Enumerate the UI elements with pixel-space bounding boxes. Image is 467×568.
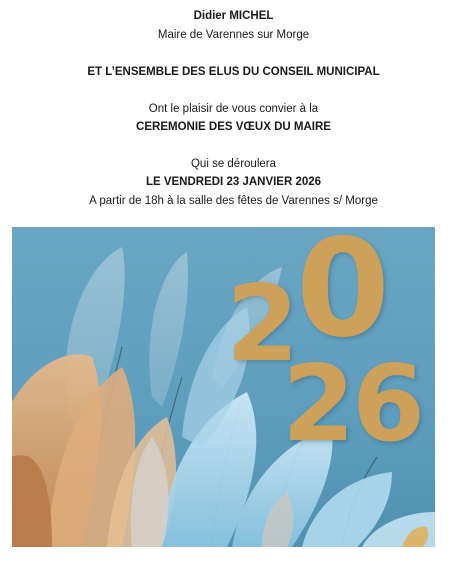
decorative-illustration: [12, 227, 435, 547]
year-digit-2-top: 2: [226, 263, 300, 385]
year-digit-2-bottom: 2: [282, 343, 356, 465]
time-and-place: A partir de 18h à la salle des fêtes de Varennes s/ Morge: [89, 195, 378, 207]
host-name: Didier MICHEL: [193, 10, 274, 22]
event-name: CEREMONIE DES VŒUX DU MAIRE: [136, 121, 331, 133]
host-title: Maire de Varennes sur Morge: [157, 29, 310, 41]
year-digit-0-top: 0: [296, 210, 390, 367]
year-digit-6-bottom: 6: [352, 343, 426, 465]
invite-phrase: Ont le plaisir de vous convier à la: [148, 103, 319, 115]
date-intro: Qui se déroulera: [190, 158, 277, 170]
event-date: LE VENDREDI 23 JANVIER 2026: [145, 176, 322, 188]
co-hosts-line: ET L’ENSEMBLE DES ELUS DU CONSEIL MUNICIPAL: [87, 66, 380, 78]
